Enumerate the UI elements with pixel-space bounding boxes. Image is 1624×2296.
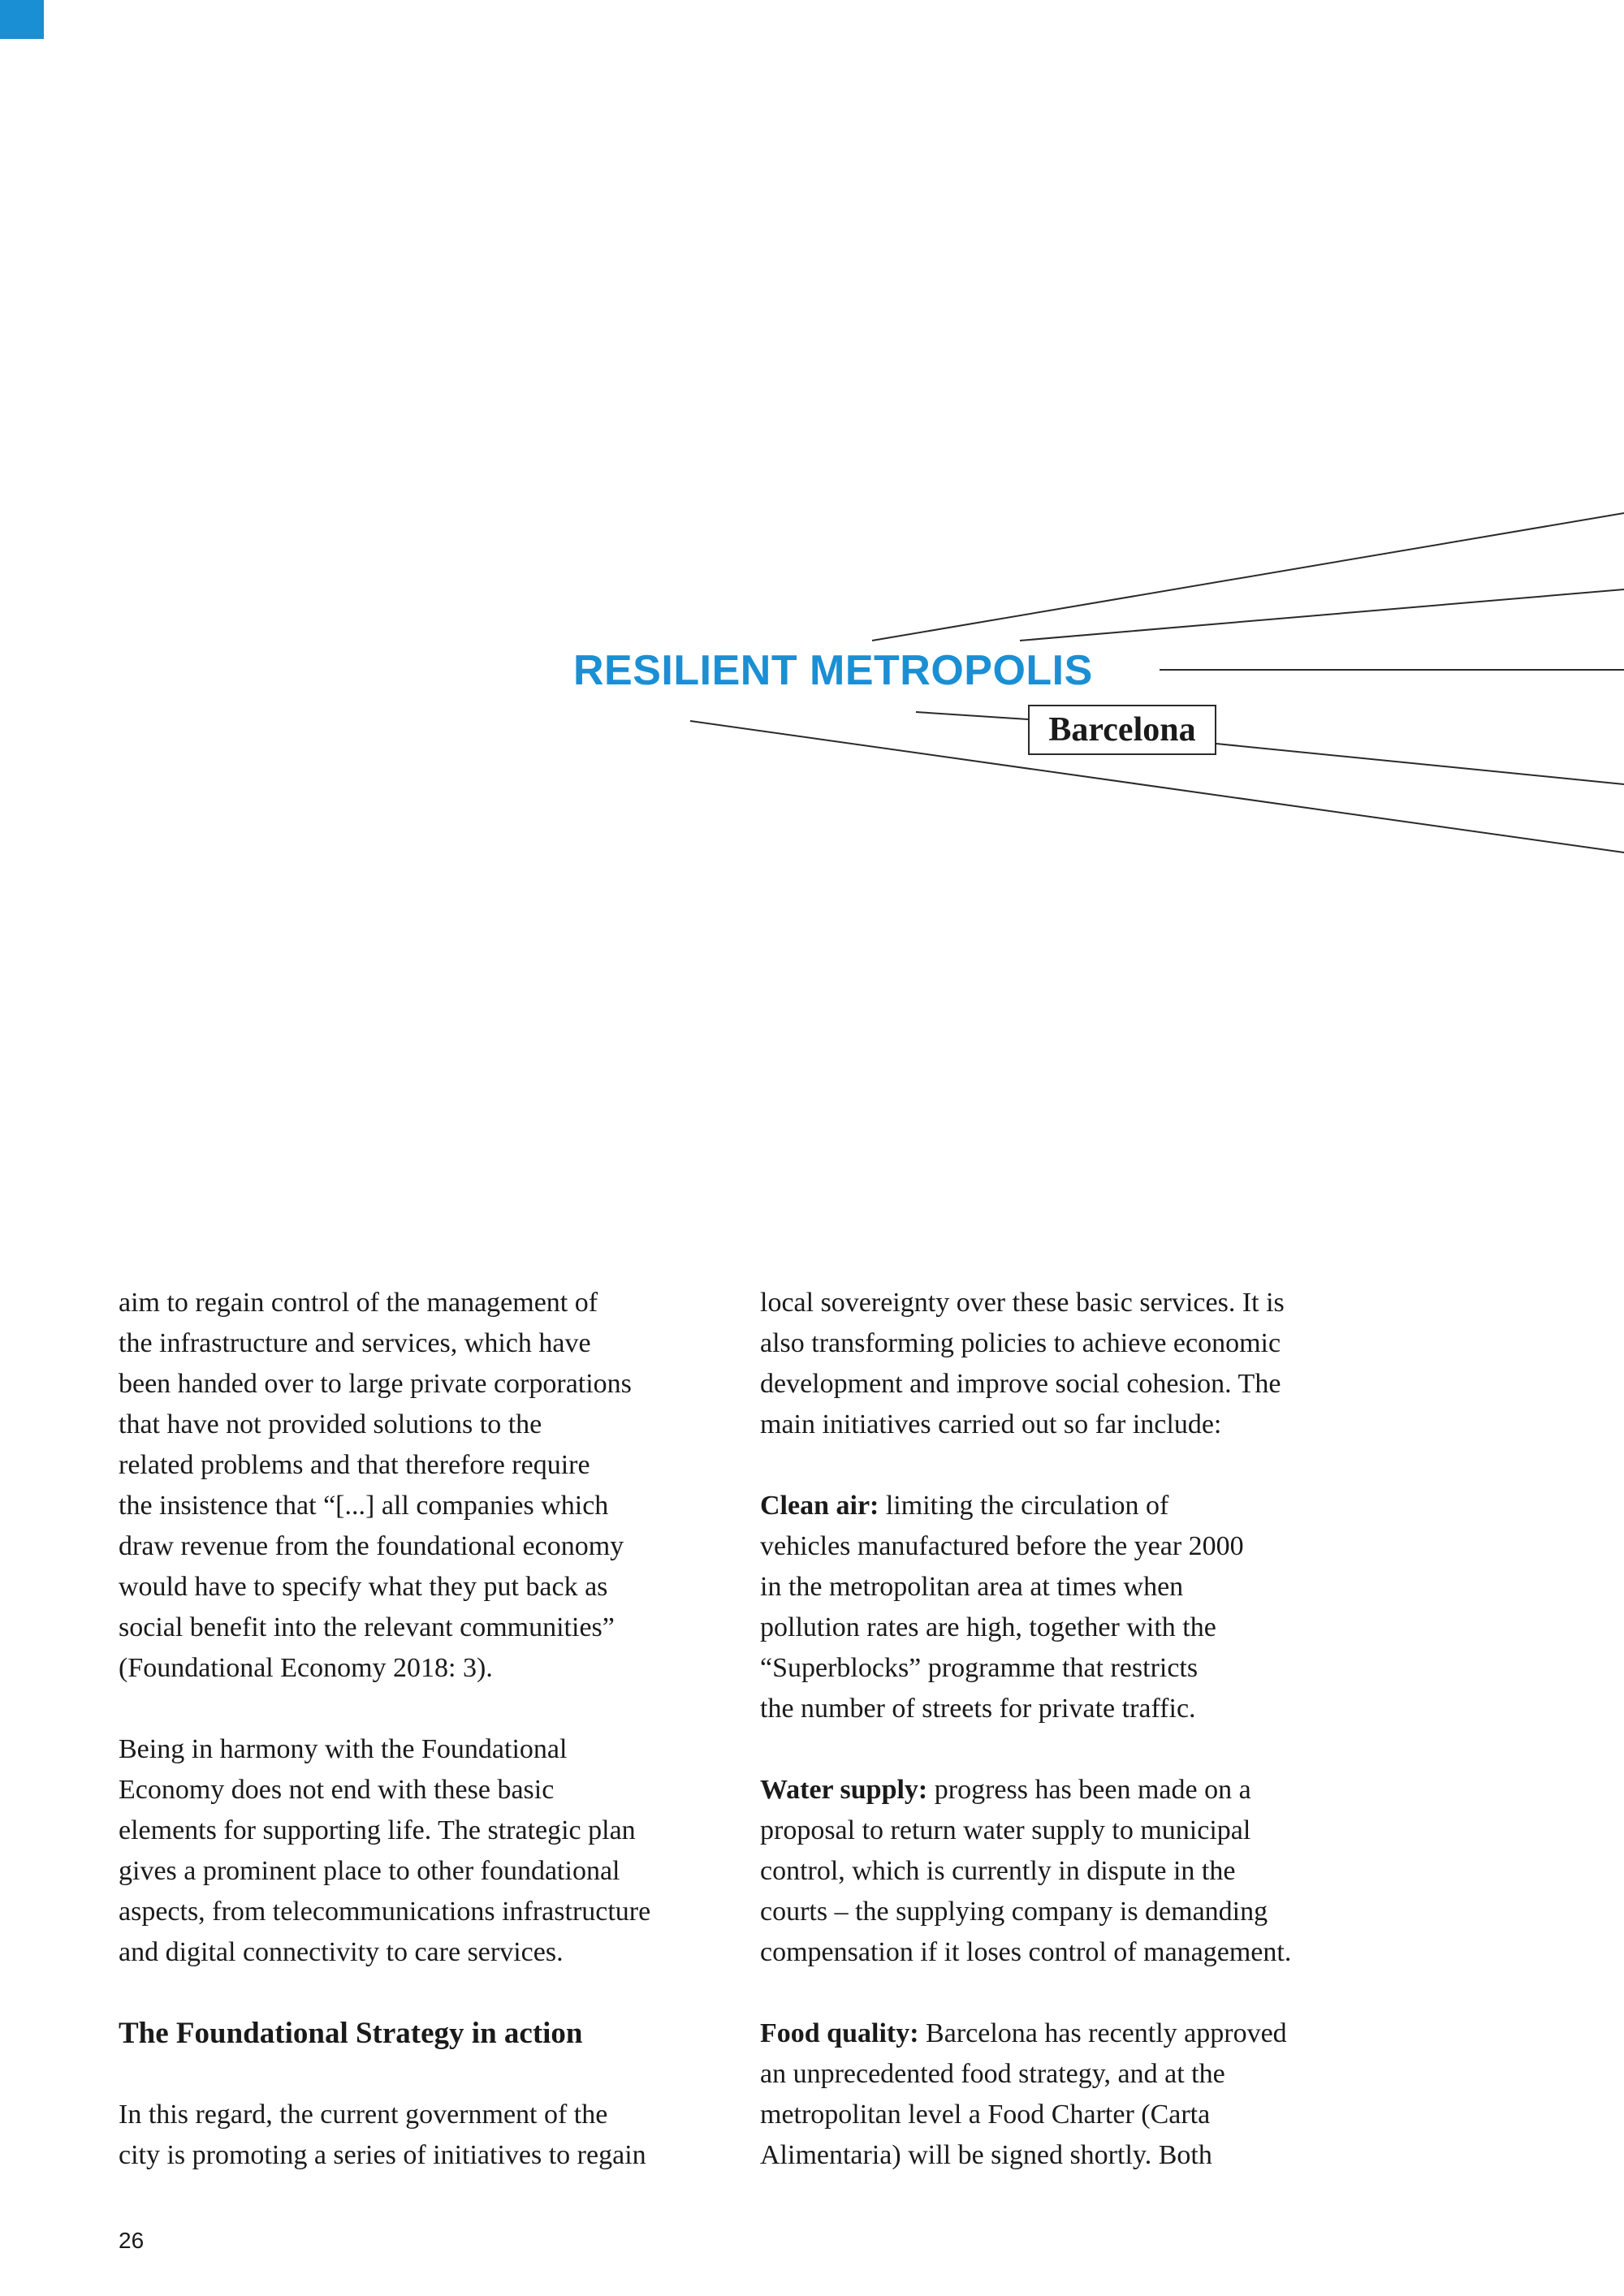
paragraph: aim to regain control of the management of the infrastructure and services, which have been handed over to large private corporations that have not provided solutions to the related problems and that therefore require the insistence that “[...] all companies which draw revenue from the foundational economy would have to specify what they put back as social benefit into the relevant communities” (Foundational Economy 2018: 3). (119, 1288, 632, 1683)
page-title: RESILIENT METROPOLIS (573, 647, 1093, 694)
water-supply-item: Water supply: progress has been made on a proposal to return water supply to municipal control, which is currently in dispute in the courts – the supplying company is demanding compensation if it loses control of management. (760, 1775, 1292, 1967)
ray-line (916, 712, 1028, 719)
item-label: Food quality: (760, 2018, 919, 2048)
food-quality-item: Food quality: Barcelona has recently approved an unprecedented food strategy, and at the metropolitan level a Food Charter (Carta Alimentaria) will be signed shortly. Both (760, 2018, 1287, 2170)
item-label: Clean air: (760, 1491, 879, 1521)
right-text-column (760, 1283, 1377, 2176)
section-heading: The Foundational Strategy in action (119, 2017, 583, 2050)
paragraph: Being in harmony with the Foundational Economy does not end with these basic elements for supporting life. The strategic plan gives a prominent place to other foundational aspects, from telecommunications infrastructure and digital connectivity to care services. (119, 1734, 651, 1967)
item-label: Water supply: (760, 1775, 928, 1805)
left-text-column (119, 1283, 736, 2176)
ray-line (1020, 589, 1624, 641)
paragraph: In this regard, the current government of the city is promoting a series of initiatives to regain (119, 2100, 646, 2170)
page-number: 26 (119, 2228, 145, 2253)
clean-air-item: Clean air: limiting the circulation of vehicles manufactured before the year 2000 in the metropolitan area at times when pollution rates are high, together with the “Superblocks” programme that restricts the number of streets for private traffic. (760, 1491, 1244, 1724)
city-label-box: Barcelona (1028, 705, 1216, 755)
paragraph: local sovereignty over these basic services. It is also transforming policies to achieve economic development and improve social cohesion. The main initiatives carried out so far include: (760, 1288, 1285, 1439)
ray-line (1216, 744, 1624, 784)
